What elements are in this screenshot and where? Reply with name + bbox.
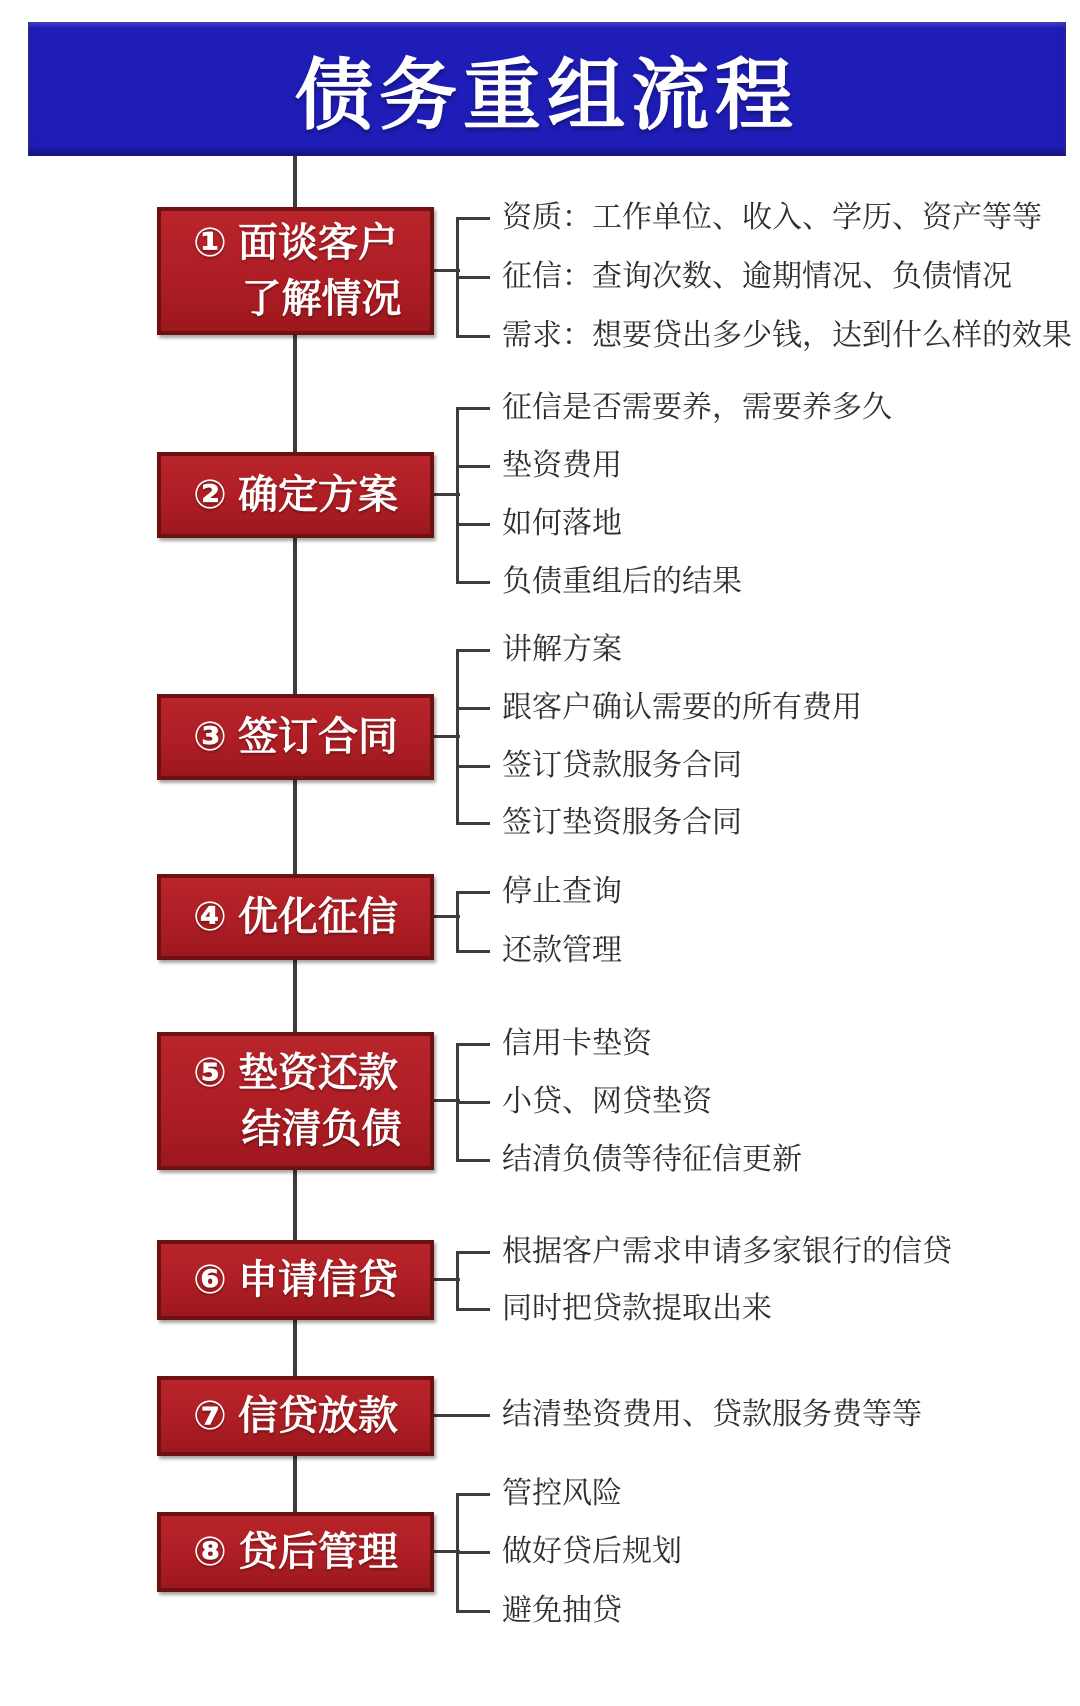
stage-8-title-line-1: ⑧ 贷后管理	[193, 1530, 398, 1574]
stage-4-bracket-line	[456, 891, 459, 953]
stage-5-box	[157, 1032, 434, 1170]
stage-2-box	[157, 452, 434, 538]
stage-1-title-line-1: ① 面谈客户	[193, 221, 398, 265]
stage-5-tick-3	[456, 1159, 490, 1162]
stage-4-tick-2	[456, 950, 490, 953]
stage-1-tick-3	[456, 335, 490, 338]
stage-7-branch-1: 结清垫资费用、贷款服务费等等	[502, 1398, 922, 1431]
stage-3-tick-1	[456, 649, 490, 652]
page-title: 债务重组流程	[294, 51, 799, 139]
stage-8-branch-1: 管控风险	[502, 1477, 622, 1510]
stage-3-branch-1: 讲解方案	[502, 633, 622, 666]
stage-6-tick-2	[456, 1308, 490, 1311]
stage-2-bracket-line	[456, 407, 459, 584]
stage-4-box	[157, 874, 434, 960]
stage-1-branch-1: 资质：工作单位、收入、学历、资产等等	[502, 201, 1042, 234]
stage-6-box	[157, 1240, 434, 1320]
stage-7-stem-line	[434, 1414, 490, 1417]
stage-3-tick-2	[456, 707, 490, 710]
stage-8-box	[157, 1512, 434, 1592]
stage-4-title-line-1: ④ 优化征信	[193, 895, 398, 939]
stage-5-title-line-2: 结清负债	[241, 1107, 402, 1151]
stage-1-tick-2	[456, 276, 490, 279]
stage-8-tick-3	[456, 1610, 490, 1613]
stage-3-branch-2: 跟客户确认需要的所有费用	[502, 691, 862, 724]
header-banner	[28, 22, 1066, 156]
stage-2-tick-3	[456, 523, 490, 526]
stage-8-branch-3: 避免抽贷	[502, 1594, 622, 1627]
stage-5-branch-3: 结清负债等待征信更新	[502, 1143, 802, 1176]
stage-2-branch-4: 负债重组后的结果	[502, 565, 742, 598]
stage-4-tick-1	[456, 891, 490, 894]
stage-3-title-line-1: ③ 签订合同	[193, 715, 398, 759]
stage-1-box	[157, 207, 434, 335]
stage-8-tick-1	[456, 1493, 490, 1496]
stage-2-branch-1: 征信是否需要养，需要养多久	[502, 391, 892, 424]
stage-1-title-line-2: 了解情况	[241, 277, 402, 321]
stage-5-branch-2: 小贷、网贷垫资	[502, 1085, 712, 1118]
stage-2-tick-2	[456, 465, 490, 468]
stage-7-title-line-1: ⑦ 信贷放款	[193, 1394, 398, 1438]
stage-1-tick-1	[456, 217, 490, 220]
stage-1-branch-3: 需求：想要贷出多少钱，达到什么样的效果	[502, 319, 1072, 352]
stage-3-box	[157, 694, 434, 780]
stage-5-tick-1	[456, 1043, 490, 1046]
stage-4-branch-2: 还款管理	[502, 934, 622, 967]
stage-4-branch-1: 停止查询	[502, 875, 622, 908]
stage-8-branch-2: 做好贷后规划	[502, 1535, 682, 1568]
stage-6-branch-1: 根据客户需求申请多家银行的信贷	[502, 1235, 952, 1268]
stage-5-branch-1: 信用卡垫资	[502, 1027, 652, 1060]
stage-3-bracket-line	[456, 649, 459, 825]
stage-3-tick-3	[456, 765, 490, 768]
stage-7-box	[157, 1376, 434, 1456]
stage-1-branch-2: 征信：查询次数、逾期情况、负债情况	[502, 260, 1012, 293]
stage-2-tick-1	[456, 407, 490, 410]
stage-3-tick-4	[456, 822, 490, 825]
stage-5-title-line-1: ⑤ 垫资还款	[193, 1051, 398, 1095]
stage-6-tick-1	[456, 1251, 490, 1254]
stage-8-tick-2	[456, 1551, 490, 1554]
stage-5-tick-2	[456, 1101, 490, 1104]
stage-6-bracket-line	[456, 1251, 459, 1311]
stage-3-branch-4: 签订垫资服务合同	[502, 806, 742, 839]
stage-3-branch-3: 签订贷款服务合同	[502, 749, 742, 782]
stage-2-branch-3: 如何落地	[502, 507, 622, 540]
stage-2-branch-2: 垫资费用	[502, 449, 622, 482]
stage-6-title-line-1: ⑥ 申请信贷	[193, 1258, 398, 1302]
stage-2-title-line-1: ② 确定方案	[193, 473, 398, 517]
stage-2-tick-4	[456, 581, 490, 584]
stage-6-branch-2: 同时把贷款提取出来	[502, 1292, 772, 1325]
